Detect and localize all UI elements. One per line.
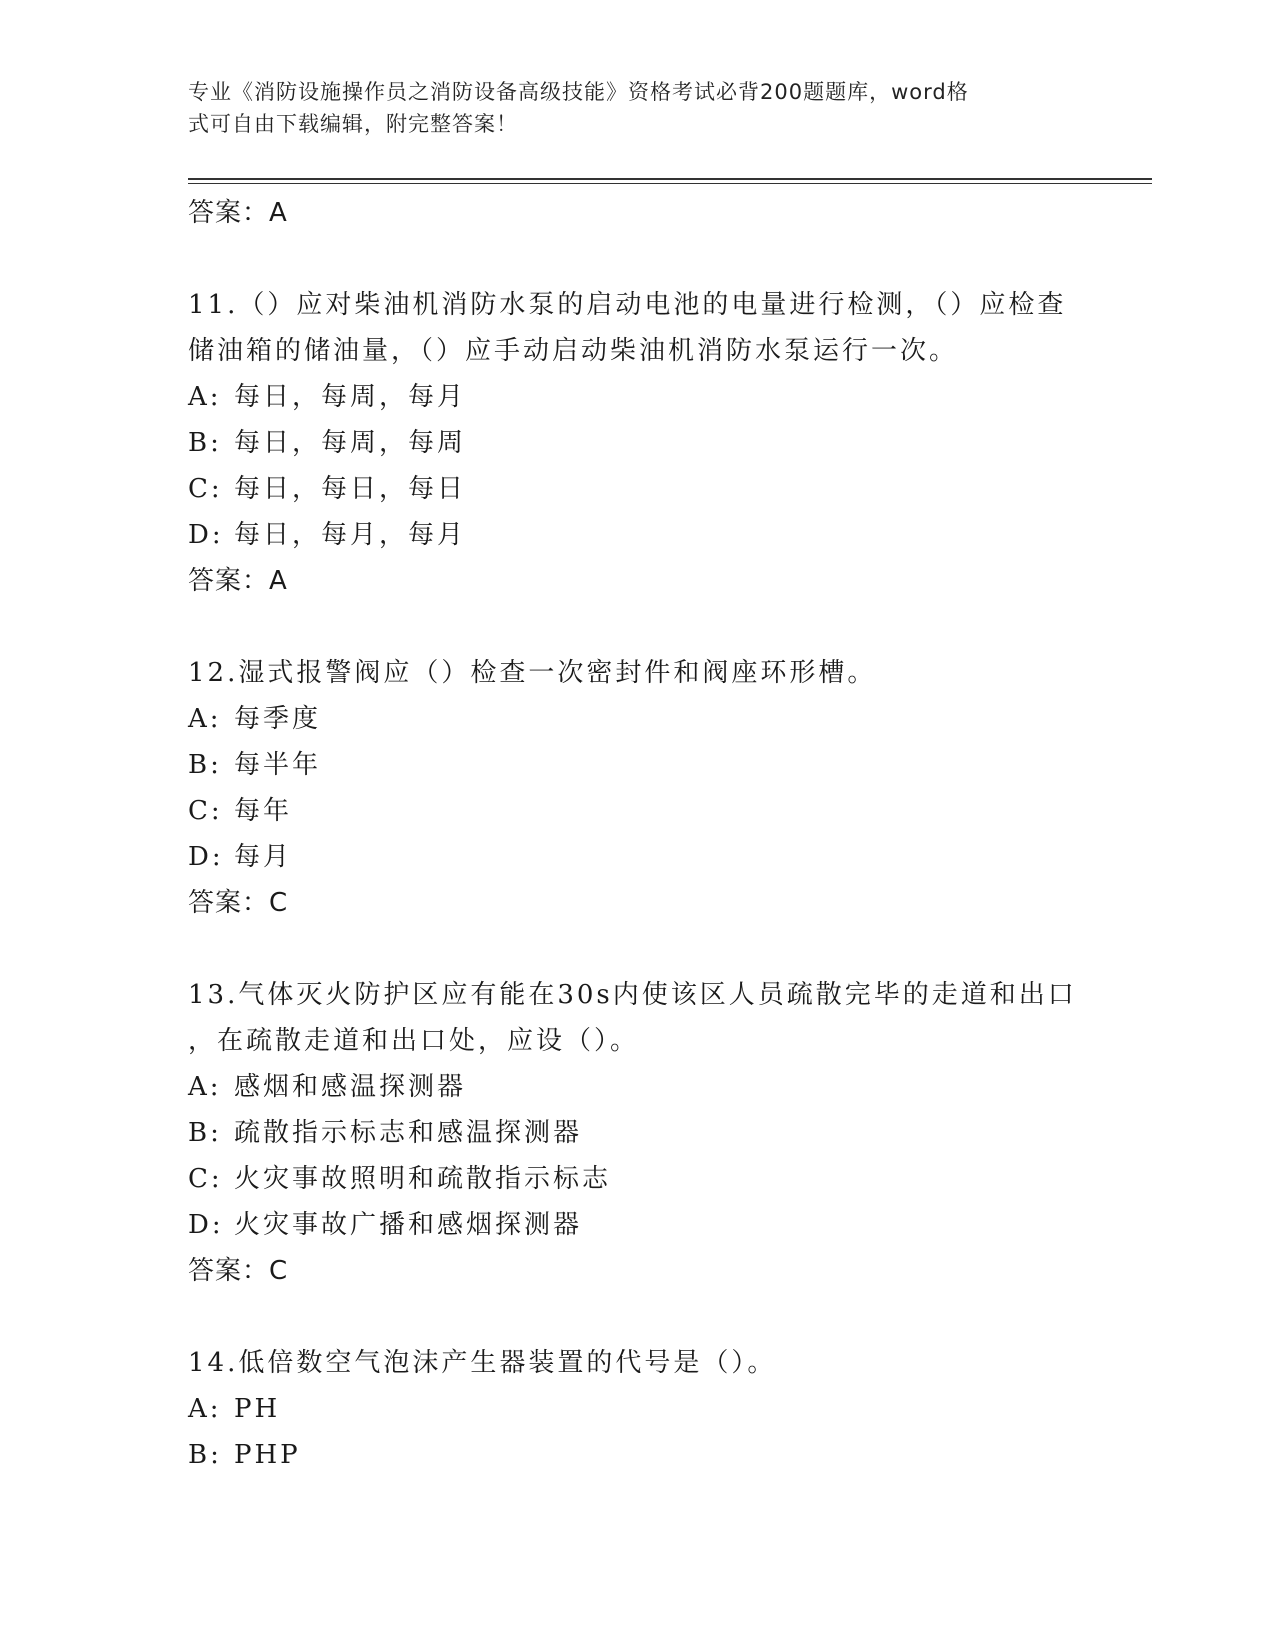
- option-letter: A:: [188, 382, 222, 412]
- document-header: [188, 76, 1068, 140]
- answer-line: 答案：A: [188, 566, 288, 596]
- option-d: [188, 512, 1088, 558]
- question-text: 13.气体灭火防护区应有能在30s内使该区人员疏散完毕的走道和出口: [188, 980, 1077, 1010]
- option-text: 火灾事故照明和疏散指示标志: [234, 1164, 612, 1194]
- option-b: [188, 742, 1088, 788]
- option-c: [188, 1156, 1088, 1202]
- option-letter: A:: [188, 1072, 222, 1102]
- option-a: [188, 696, 1088, 742]
- option-text: 火灾事故广播和感烟探测器: [234, 1210, 583, 1240]
- option-text: 感烟和感温探测器: [234, 1072, 467, 1102]
- header-line: 专业《消防设施操作员之消防设备高级技能》资格考试必背200题题库，word格: [188, 80, 969, 104]
- option-b: [188, 1110, 1088, 1156]
- header-divider-thin: [188, 183, 1152, 184]
- answer-line: 答案：A: [188, 198, 288, 228]
- option-text: 每年: [234, 796, 293, 826]
- option-b: [188, 420, 1088, 466]
- option-letter: A:: [188, 1394, 222, 1424]
- option-text: 疏散指示标志和感温探测器: [234, 1118, 583, 1148]
- option-letter: B:: [188, 1118, 222, 1148]
- option-text: 每日，每周，每周: [234, 428, 467, 458]
- question-block: [188, 972, 1088, 1294]
- option-letter: B:: [188, 428, 222, 458]
- header-line: 式可自由下载编辑，附完整答案！: [188, 112, 518, 136]
- option-letter: D:: [188, 520, 224, 550]
- question-block: [188, 1340, 1088, 1478]
- option-text: 每日，每月，每月: [234, 520, 467, 550]
- option-text: 每半年: [234, 750, 322, 780]
- option-d: [188, 1202, 1088, 1248]
- option-a: [188, 1386, 1088, 1432]
- option-text: 每日，每周，每月: [234, 382, 467, 412]
- option-letter: A:: [188, 704, 222, 734]
- answer-line: 答案：C: [188, 1256, 289, 1286]
- option-letter: D:: [188, 1210, 224, 1240]
- option-text: 每季度: [234, 704, 322, 734]
- question-text: 12.湿式报警阀应（）检查一次密封件和阀座环形槽。: [188, 658, 877, 688]
- spacer: [188, 604, 1088, 650]
- header-divider: [188, 178, 1152, 180]
- option-c: [188, 788, 1088, 834]
- answer-line: 答案：C: [188, 888, 289, 918]
- option-a: [188, 374, 1088, 420]
- option-d: [188, 834, 1088, 880]
- option-letter: D:: [188, 842, 224, 872]
- option-letter: C:: [188, 796, 223, 826]
- question-text: 储油箱的储油量，（）应手动启动柴油机消防水泵运行一次。: [188, 336, 959, 366]
- option-text: PH: [234, 1394, 281, 1424]
- option-letter: B:: [188, 750, 222, 780]
- option-letter: C:: [188, 474, 223, 504]
- question-block: [188, 282, 1088, 604]
- option-a: [188, 1064, 1088, 1110]
- question-text: 14.低倍数空气泡沫产生器装置的代号是（）。: [188, 1348, 777, 1378]
- option-letter: B:: [188, 1440, 222, 1470]
- question-text: 11.（）应对柴油机消防水泵的启动电池的电量进行检测，（）应检查: [188, 290, 1067, 320]
- option-text: PHP: [234, 1440, 301, 1470]
- option-text: 每日，每日，每日: [234, 474, 467, 504]
- option-c: [188, 466, 1088, 512]
- spacer: [188, 236, 1088, 282]
- option-b: [188, 1432, 1088, 1478]
- question-block: [188, 650, 1088, 926]
- option-letter: C:: [188, 1164, 223, 1194]
- option-text: 每月: [234, 842, 293, 872]
- spacer: [188, 1294, 1088, 1340]
- spacer: [188, 926, 1088, 972]
- question-text: ，在疏散走道和出口处，应设（）。: [188, 1026, 640, 1056]
- question-list: [188, 190, 1088, 1478]
